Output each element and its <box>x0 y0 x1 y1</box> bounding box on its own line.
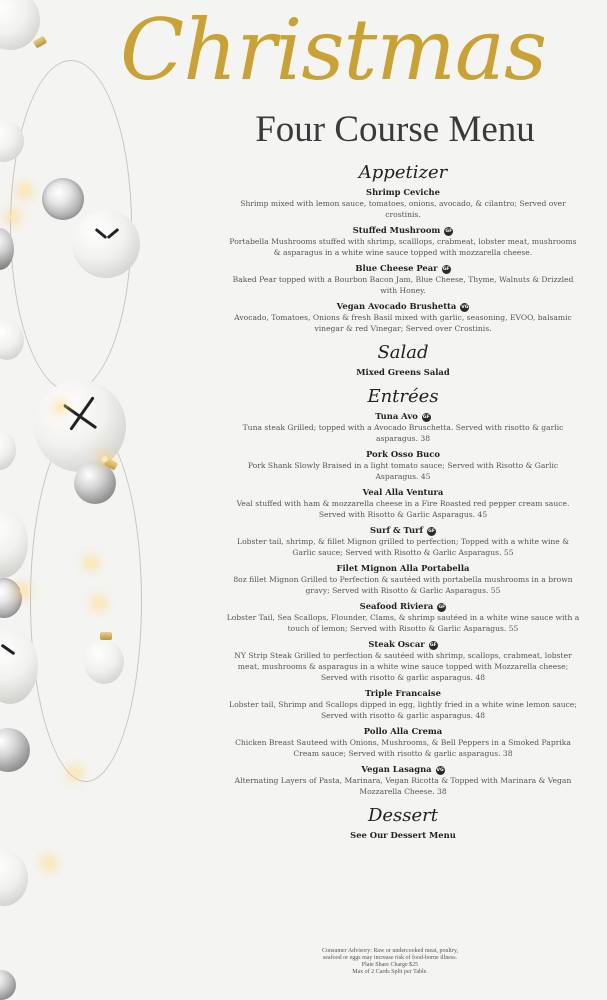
item-description: Chicken Breast Sauteed with Onions, Mushrooms, & Bell Peppers in a Smoked Paprika Cream sauce; Served with risotto & garlic asparagus. 38 <box>235 738 571 758</box>
menu-item <box>222 600 584 634</box>
menu-section <box>222 342 584 378</box>
menu-item <box>222 300 584 334</box>
silver-ornament <box>0 970 16 1000</box>
fairy-light <box>88 560 94 566</box>
item-name-row <box>222 829 584 841</box>
silver-glitter-ornament <box>0 578 22 618</box>
item-name-row <box>222 687 584 699</box>
menu-item <box>222 829 584 841</box>
advisory-line: Plate Share Charge $25 <box>361 962 419 968</box>
menu-item <box>222 638 584 683</box>
ornament-cap <box>33 36 47 49</box>
item-name-row <box>222 725 584 737</box>
menu-title: Christmas <box>120 1 547 99</box>
ornament-decoration <box>0 0 150 1000</box>
menu-item <box>222 687 584 721</box>
gluten-free-badge: GF <box>422 415 430 420</box>
item-name: Mixed Greens Salad <box>356 367 450 377</box>
item-name: Surf & Turf <box>369 525 424 535</box>
fairy-light <box>58 404 64 410</box>
item-name-row <box>222 763 584 775</box>
item-description: Lobster Tail, Sea Scallops, Flounder, Clams, & shrimp sautéed in a white wine sauce with a touch of lemon; Served with Risotto & Garlic Asparagus. 55 <box>226 613 580 633</box>
item-name-row <box>222 524 584 536</box>
menu-item <box>222 224 584 258</box>
item-name-row <box>222 410 584 422</box>
menu-item <box>222 763 584 797</box>
menu-item <box>222 186 584 220</box>
item-description: Avocado, Tomatoes, Onions & fresh Basil mixed with garlic, seasoning, EVOO, balsamic vinegar & red Vinegar; Served over Crostinis. <box>234 313 572 333</box>
vegan-badge: VG <box>436 768 444 773</box>
silver-ornament <box>0 728 30 772</box>
fairy-light <box>46 860 52 866</box>
item-name: Veal Alla Ventura <box>362 487 444 497</box>
item-description: Veal stuffed with ham & mozzarella cheese in a Fire Roasted red pepper cream sauce. Served with Risotto & Garlic Asparagus. 45 <box>236 499 570 519</box>
menu-item <box>222 725 584 759</box>
jingle-bell-large <box>34 380 126 472</box>
gluten-free-badge: GF <box>429 643 437 648</box>
menu-item <box>222 366 584 378</box>
gluten-free-badge: GF <box>442 267 450 272</box>
menu-item <box>222 262 584 296</box>
section-title: Salad <box>377 342 429 363</box>
item-name-row <box>222 186 584 198</box>
gluten-free-badge: GF <box>428 529 435 534</box>
fairy-light <box>72 770 78 776</box>
fairy-light <box>102 456 108 462</box>
item-name-row <box>222 486 584 498</box>
gluten-free-badge: GF <box>438 605 446 610</box>
item-description: Baked Pear topped with a Bourbon Bacon Jam, Blue Cheese, Thyme, Walnuts & Drizzled with Honey. <box>232 275 574 295</box>
item-name: Vegan Avocado Brushetta <box>336 301 457 311</box>
menu-item <box>222 524 584 558</box>
item-name-row <box>222 366 584 378</box>
item-name-row <box>222 562 584 574</box>
item-name: Shrimp Ceviche <box>366 187 440 197</box>
fairy-light <box>22 188 28 194</box>
consumer-advisory <box>300 948 480 976</box>
item-name-row <box>222 262 584 274</box>
silver-glitter-ornament <box>42 178 84 220</box>
fairy-light <box>20 588 26 594</box>
item-name: Seafood Riviera <box>359 601 434 611</box>
item-description: NY Strip Steak Grilled to perfection & sautéed with shrimp, scallops, crabmeat, lobster meat, mushrooms & asparagus in a white wine sauce topped with Mozzarella cheese; Served with risotto & garlic asparagus. 48 <box>234 651 572 682</box>
advisory-line: seafood or eggs may increase risk of food-borne illness. <box>322 955 458 961</box>
white-ornament <box>0 320 24 360</box>
jingle-bell <box>72 210 140 278</box>
item-name: Triple Francaise <box>365 688 441 698</box>
item-description: Lobster tail, shrimp, & fillet Mignon grilled to perfection; Topped with a white wine & Garlic sauce; Served with Risotto & Garlic Asparagus. 55 <box>237 537 569 557</box>
menu-item <box>222 410 584 444</box>
white-ornament <box>0 850 28 906</box>
item-name: Pork Osso Buco <box>366 449 440 459</box>
vegan-badge: VG <box>461 305 469 310</box>
item-description: Alternating Layers of Pasta, Marinara, Vegan Ricotta & Topped with Marinara & Vegan Mozzarella Cheese. 38 <box>234 776 572 796</box>
ornament-cap <box>100 632 112 640</box>
item-description: 8oz fillet Mignon Grilled to Perfection & sautéed with portabella mushrooms in a brown gravy; Served with Risotto & Garlic Asparagus. 55 <box>233 575 573 595</box>
white-ornament <box>0 508 28 578</box>
item-name-row <box>222 224 584 236</box>
section-title: Dessert <box>367 805 439 826</box>
menu-subtitle: Four Course Menu <box>255 109 535 150</box>
item-description: Lobster tail, Shrimp and Scallops dipped in egg, lightly fried in a white wine lemon sauce; Served with risotto & garlic asparagus. 48 <box>229 700 577 720</box>
advisory-line: Max of 2 Cards Split per Table. <box>352 969 428 975</box>
item-name-row <box>222 600 584 612</box>
item-name: Filet Mignon Alla Portabella <box>336 563 470 573</box>
section-title: Appetizer <box>358 162 448 183</box>
white-ornament <box>0 430 16 470</box>
item-name-row <box>222 300 584 312</box>
fairy-light <box>96 600 102 606</box>
item-description: Shrimp mixed with lemon sauce, tomatoes, onions, avocado, & cilantro; Served over crostinis. <box>240 199 566 219</box>
menu-item <box>222 562 584 596</box>
item-name: Pollo Alla Crema <box>363 726 443 736</box>
menu-item <box>222 486 584 520</box>
advisory-line: Consumer Advisory: Raw or undercooked meat, poultry, <box>322 948 458 954</box>
item-name-row <box>222 448 584 460</box>
section-title: Entrées <box>367 386 439 407</box>
menu-section <box>222 162 584 334</box>
fairy-light <box>10 214 16 220</box>
item-name-row <box>222 638 584 650</box>
item-name: Steak Oscar <box>368 639 425 649</box>
item-description: Pork Shank Slowly Braised in a light tomato sauce; Served with Risotto & Garlic Asparagus. 45 <box>247 461 559 481</box>
item-name: Vegan Lasagna <box>361 764 432 774</box>
menu-section <box>222 805 584 841</box>
menu-content <box>222 162 584 849</box>
item-name: Blue Cheese Pear <box>355 263 438 273</box>
item-name: Stuffed Mushroom <box>352 225 441 235</box>
pearl-ornament <box>84 640 124 684</box>
item-description: Tuna steak Grilled; topped with a Avocado Bruschetta. Served with risotto & garlic asparagus. 38 <box>242 423 564 443</box>
item-description: Portabella Mushrooms stuffed with shrimp, scalllops, crabmeat, lobster meat, mushrooms & asparagus in a white wine sauce topped with mozzarella cheese. <box>229 237 577 257</box>
gluten-free-badge: GF <box>445 229 453 234</box>
menu-section <box>222 386 584 797</box>
item-name: See Our Dessert Menu <box>350 830 456 840</box>
menu-item <box>222 448 584 482</box>
item-name: Tuna Avo <box>375 411 418 421</box>
